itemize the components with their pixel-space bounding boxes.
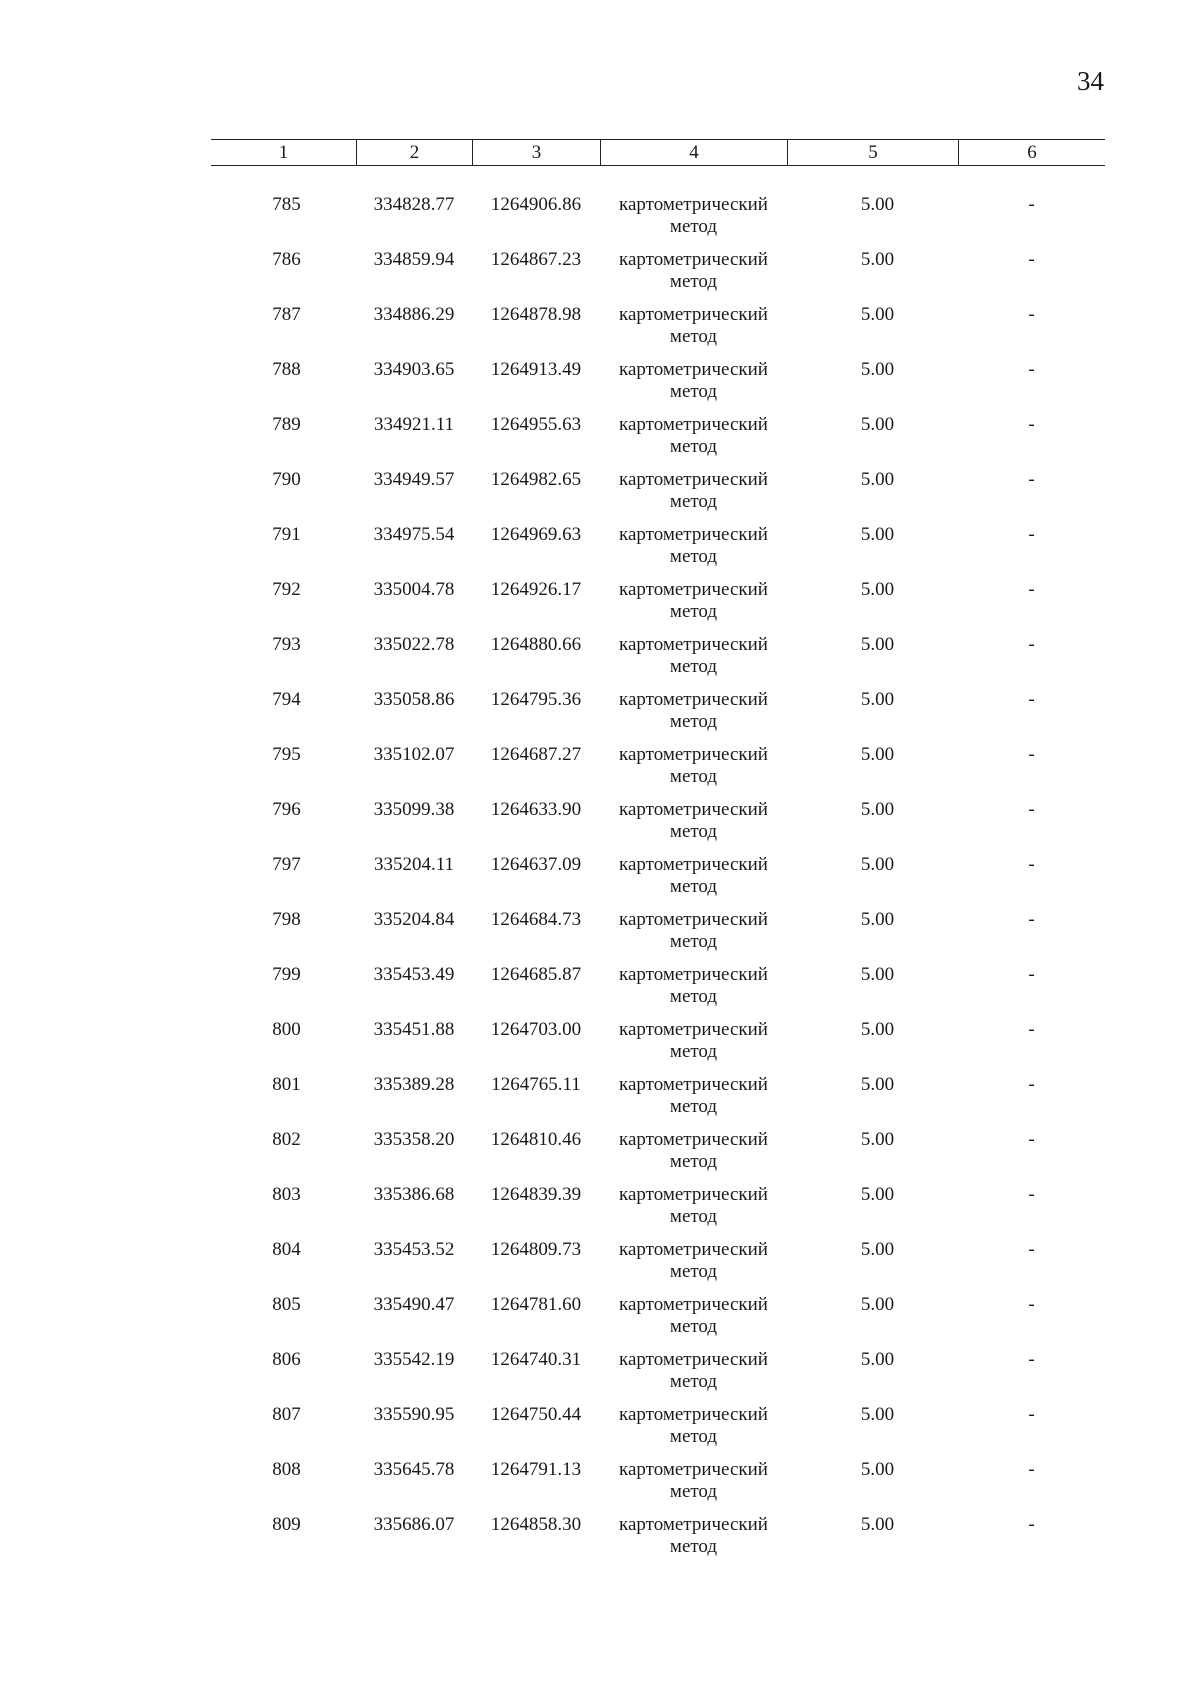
method-cell: [600, 744, 787, 799]
point-number-cell: 792: [272, 579, 301, 600]
accuracy-cell: 5.00: [860, 1239, 895, 1260]
method-cell: [600, 1019, 787, 1074]
x-coordinate-cell: 335389.28: [373, 1074, 455, 1095]
accuracy-cell: 5.00: [860, 1184, 895, 1205]
method-line-2: метод: [669, 986, 718, 1007]
method-line-1: картометрический: [619, 194, 768, 215]
method-line-2: метод: [669, 381, 718, 402]
accuracy-cell: 5.00: [860, 634, 895, 655]
accuracy-cell: 5.00: [860, 469, 895, 490]
point-number-cell: 795: [272, 744, 301, 765]
accuracy-cell: 5.00: [860, 744, 895, 765]
accuracy-cell: 5.00: [860, 1074, 895, 1095]
y-coordinate-cell: 1264633.90: [490, 799, 582, 820]
note-cell: -: [1028, 799, 1035, 820]
method-cell: [600, 1129, 787, 1184]
note-cell: -: [1028, 854, 1035, 875]
table-row: [211, 1294, 1105, 1349]
x-coordinate-cell: 335204.11: [373, 854, 455, 875]
note-cell: -: [1028, 304, 1035, 325]
method-line-1: картометрический: [619, 249, 768, 270]
note-cell: -: [1028, 194, 1035, 215]
method-line-2: метод: [669, 1536, 718, 1557]
accuracy-cell: 5.00: [860, 854, 895, 875]
method-cell: [600, 1514, 787, 1569]
method-cell: [600, 469, 787, 524]
accuracy-cell: 5.00: [860, 1019, 895, 1040]
method-cell: [600, 1074, 787, 1129]
method-line-1: картометрический: [619, 1239, 768, 1260]
page-number: 34: [1077, 66, 1104, 96]
point-number-cell: 801: [272, 1074, 301, 1095]
point-number-cell: 803: [272, 1184, 301, 1205]
note-cell: -: [1028, 1184, 1035, 1205]
method-cell: [600, 414, 787, 469]
point-number-cell: 799: [272, 964, 301, 985]
x-coordinate-cell: 335358.20: [373, 1129, 455, 1150]
x-coordinate-cell: 334903.65: [373, 359, 455, 380]
note-cell: -: [1028, 359, 1035, 380]
method-cell: [600, 1294, 787, 1349]
table-row: [211, 1514, 1105, 1569]
table-row: [211, 524, 1105, 579]
note-cell: -: [1028, 1404, 1035, 1425]
note-cell: -: [1028, 414, 1035, 435]
table-row: [211, 689, 1105, 744]
table-row: [211, 469, 1105, 524]
method-line-2: метод: [669, 1261, 718, 1282]
method-line-2: метод: [669, 436, 718, 457]
accuracy-cell: 5.00: [860, 1294, 895, 1315]
point-number-cell: 808: [272, 1459, 301, 1480]
point-number-cell: 804: [272, 1239, 301, 1260]
table-row: [211, 964, 1105, 1019]
method-line-2: метод: [669, 1206, 718, 1227]
table-row: [211, 414, 1105, 469]
method-line-2: метод: [669, 1371, 718, 1392]
y-coordinate-cell: 1264765.11: [491, 1074, 581, 1095]
x-coordinate-cell: 335542.19: [373, 1349, 455, 1370]
method-cell: [600, 1459, 787, 1514]
accuracy-cell: 5.00: [860, 909, 895, 930]
point-number-cell: 805: [272, 1294, 301, 1315]
y-coordinate-cell: 1264969.63: [490, 524, 582, 545]
x-coordinate-cell: 335099.38: [373, 799, 455, 820]
y-coordinate-cell: 1264791.13: [490, 1459, 582, 1480]
note-cell: -: [1028, 579, 1035, 600]
note-cell: -: [1028, 1294, 1035, 1315]
y-coordinate-cell: 1264858.30: [490, 1514, 582, 1535]
method-cell: [600, 799, 787, 854]
x-coordinate-cell: 335453.49: [373, 964, 455, 985]
y-coordinate-cell: 1264867.23: [490, 249, 582, 270]
y-coordinate-cell: 1264839.39: [490, 1184, 582, 1205]
table-row: [211, 1349, 1105, 1404]
y-coordinate-cell: 1264880.66: [490, 634, 582, 655]
method-line-2: метод: [669, 1096, 718, 1117]
method-line-1: картометрический: [619, 1294, 768, 1315]
method-line-1: картометрический: [619, 414, 768, 435]
note-cell: -: [1028, 249, 1035, 270]
method-line-1: картометрический: [619, 689, 768, 710]
accuracy-cell: 5.00: [860, 414, 895, 435]
table-body: [211, 194, 1105, 1569]
accuracy-cell: 5.00: [860, 964, 895, 985]
point-number-cell: 807: [272, 1404, 301, 1425]
x-coordinate-cell: 335590.95: [373, 1404, 455, 1425]
header-cell-4: 4: [600, 140, 787, 165]
method-line-1: картометрический: [619, 1349, 768, 1370]
method-line-1: картометрический: [619, 1514, 768, 1535]
accuracy-cell: 5.00: [860, 1514, 895, 1535]
method-line-1: картометрический: [619, 1019, 768, 1040]
method-line-1: картометрический: [619, 1184, 768, 1205]
note-cell: -: [1028, 909, 1035, 930]
accuracy-cell: 5.00: [860, 524, 895, 545]
note-cell: -: [1028, 964, 1035, 985]
y-coordinate-cell: 1264637.09: [490, 854, 582, 875]
x-coordinate-cell: 335102.07: [373, 744, 455, 765]
y-coordinate-cell: 1264750.44: [490, 1404, 582, 1425]
x-coordinate-cell: 335204.84: [373, 909, 455, 930]
method-line-1: картометрический: [619, 359, 768, 380]
note-cell: -: [1028, 1239, 1035, 1260]
x-coordinate-cell: 335686.07: [373, 1514, 455, 1535]
point-number-cell: 802: [272, 1129, 301, 1150]
method-cell: [600, 634, 787, 689]
header-cell-5: 5: [787, 140, 958, 165]
method-line-2: метод: [669, 216, 718, 237]
header-cell-6: 6: [958, 140, 1105, 165]
table-row: [211, 909, 1105, 964]
y-coordinate-cell: 1264795.36: [490, 689, 582, 710]
method-line-2: метод: [669, 1426, 718, 1447]
method-line-1: картометрический: [619, 1129, 768, 1150]
point-number-cell: 789: [272, 414, 301, 435]
x-coordinate-cell: 335386.68: [373, 1184, 455, 1205]
method-line-2: метод: [669, 271, 718, 292]
table-row: [211, 1129, 1105, 1184]
note-cell: -: [1028, 1019, 1035, 1040]
method-line-2: метод: [669, 491, 718, 512]
table-row: [211, 194, 1105, 249]
point-number-cell: 786: [272, 249, 301, 270]
method-line-1: картометрический: [619, 469, 768, 490]
point-number-cell: 790: [272, 469, 301, 490]
x-coordinate-cell: 334975.54: [373, 524, 455, 545]
y-coordinate-cell: 1264878.98: [490, 304, 582, 325]
point-number-cell: 787: [272, 304, 301, 325]
method-cell: [600, 964, 787, 1019]
note-cell: -: [1028, 634, 1035, 655]
header-cell-3: 3: [472, 140, 600, 165]
point-number-cell: 785: [272, 194, 301, 215]
method-line-2: метод: [669, 546, 718, 567]
accuracy-cell: 5.00: [860, 689, 895, 710]
accuracy-cell: 5.00: [860, 1404, 895, 1425]
method-line-1: картометрический: [619, 1074, 768, 1095]
y-coordinate-cell: 1264685.87: [490, 964, 582, 985]
note-cell: -: [1028, 524, 1035, 545]
point-number-cell: 791: [272, 524, 301, 545]
y-coordinate-cell: 1264781.60: [490, 1294, 582, 1315]
y-coordinate-cell: 1264810.46: [490, 1129, 582, 1150]
accuracy-cell: 5.00: [860, 194, 895, 215]
note-cell: -: [1028, 469, 1035, 490]
method-line-1: картометрический: [619, 1459, 768, 1480]
x-coordinate-cell: 335453.52: [373, 1239, 455, 1260]
table-row: [211, 854, 1105, 909]
point-number-cell: 800: [272, 1019, 301, 1040]
method-cell: [600, 1239, 787, 1294]
x-coordinate-cell: 335004.78: [373, 579, 455, 600]
method-line-2: метод: [669, 931, 718, 952]
x-coordinate-cell: 335490.47: [373, 1294, 455, 1315]
method-cell: [600, 1404, 787, 1459]
method-cell: [600, 359, 787, 414]
accuracy-cell: 5.00: [860, 359, 895, 380]
x-coordinate-cell: 334949.57: [373, 469, 455, 490]
table-row: [211, 359, 1105, 414]
note-cell: -: [1028, 1514, 1035, 1535]
x-coordinate-cell: 335645.78: [373, 1459, 455, 1480]
y-coordinate-cell: 1264687.27: [490, 744, 582, 765]
y-coordinate-cell: 1264982.65: [490, 469, 582, 490]
y-coordinate-cell: 1264926.17: [490, 579, 582, 600]
x-coordinate-cell: 335022.78: [373, 634, 455, 655]
x-coordinate-cell: 334828.77: [373, 194, 455, 215]
point-number-cell: 798: [272, 909, 301, 930]
point-number-cell: 796: [272, 799, 301, 820]
note-cell: -: [1028, 1349, 1035, 1370]
method-cell: [600, 689, 787, 744]
x-coordinate-cell: 335058.86: [373, 689, 455, 710]
table-row: [211, 744, 1105, 799]
table-row: [211, 1074, 1105, 1129]
accuracy-cell: 5.00: [860, 1349, 895, 1370]
point-number-cell: 809: [272, 1514, 301, 1535]
table-header: [211, 139, 1105, 166]
accuracy-cell: 5.00: [860, 1459, 895, 1480]
method-cell: [600, 524, 787, 579]
method-cell: [600, 1349, 787, 1404]
method-line-1: картометрический: [619, 964, 768, 985]
point-number-cell: 797: [272, 854, 301, 875]
accuracy-cell: 5.00: [860, 1129, 895, 1150]
x-coordinate-cell: 335451.88: [373, 1019, 455, 1040]
method-line-2: метод: [669, 656, 718, 677]
method-cell: [600, 909, 787, 964]
y-coordinate-cell: 1264913.49: [490, 359, 582, 380]
note-cell: -: [1028, 1129, 1035, 1150]
y-coordinate-cell: 1264740.31: [490, 1349, 582, 1370]
method-line-2: метод: [669, 821, 718, 842]
method-line-1: картометрический: [619, 854, 768, 875]
point-number-cell: 793: [272, 634, 301, 655]
x-coordinate-cell: 334886.29: [373, 304, 455, 325]
method-line-1: картометрический: [619, 799, 768, 820]
method-line-1: картометрический: [619, 1404, 768, 1425]
table-row: [211, 1459, 1105, 1514]
y-coordinate-cell: 1264955.63: [490, 414, 582, 435]
table-row: [211, 304, 1105, 359]
table-row: [211, 1404, 1105, 1459]
method-line-2: метод: [669, 1041, 718, 1062]
accuracy-cell: 5.00: [860, 799, 895, 820]
accuracy-cell: 5.00: [860, 579, 895, 600]
header-cell-1: 1: [278, 142, 289, 163]
table-row: [211, 1184, 1105, 1239]
table-row: [211, 579, 1105, 634]
method-cell: [600, 579, 787, 634]
method-line-2: метод: [669, 1316, 718, 1337]
method-line-1: картометрический: [619, 909, 768, 930]
y-coordinate-cell: 1264809.73: [490, 1239, 582, 1260]
table-row: [211, 799, 1105, 854]
method-line-1: картометрический: [619, 579, 768, 600]
table-row: [211, 1239, 1105, 1294]
point-number-cell: 788: [272, 359, 301, 380]
method-cell: [600, 304, 787, 359]
accuracy-cell: 5.00: [860, 249, 895, 270]
method-line-2: метод: [669, 1151, 718, 1172]
note-cell: -: [1028, 1074, 1035, 1095]
y-coordinate-cell: 1264684.73: [490, 909, 582, 930]
method-line-2: метод: [669, 766, 718, 787]
point-number-cell: 794: [272, 689, 301, 710]
method-line-1: картометрический: [619, 744, 768, 765]
table-row: [211, 1019, 1105, 1074]
x-coordinate-cell: 334859.94: [373, 249, 455, 270]
method-line-1: картометрический: [619, 634, 768, 655]
method-line-2: метод: [669, 876, 718, 897]
method-cell: [600, 194, 787, 249]
method-line-2: метод: [669, 1481, 718, 1502]
note-cell: -: [1028, 1459, 1035, 1480]
note-cell: -: [1028, 689, 1035, 710]
method-cell: [600, 249, 787, 304]
header-cell-2: 2: [356, 140, 472, 165]
note-cell: -: [1028, 744, 1035, 765]
method-line-2: метод: [669, 326, 718, 347]
table-row: [211, 249, 1105, 304]
accuracy-cell: 5.00: [860, 304, 895, 325]
table-row: [211, 634, 1105, 689]
method-cell: [600, 854, 787, 909]
method-line-1: картометрический: [619, 304, 768, 325]
method-line-2: метод: [669, 711, 718, 732]
x-coordinate-cell: 334921.11: [373, 414, 455, 435]
method-cell: [600, 1184, 787, 1239]
method-line-2: метод: [669, 601, 718, 622]
y-coordinate-cell: 1264906.86: [490, 194, 582, 215]
method-line-1: картометрический: [619, 524, 768, 545]
point-number-cell: 806: [272, 1349, 301, 1370]
y-coordinate-cell: 1264703.00: [490, 1019, 582, 1040]
